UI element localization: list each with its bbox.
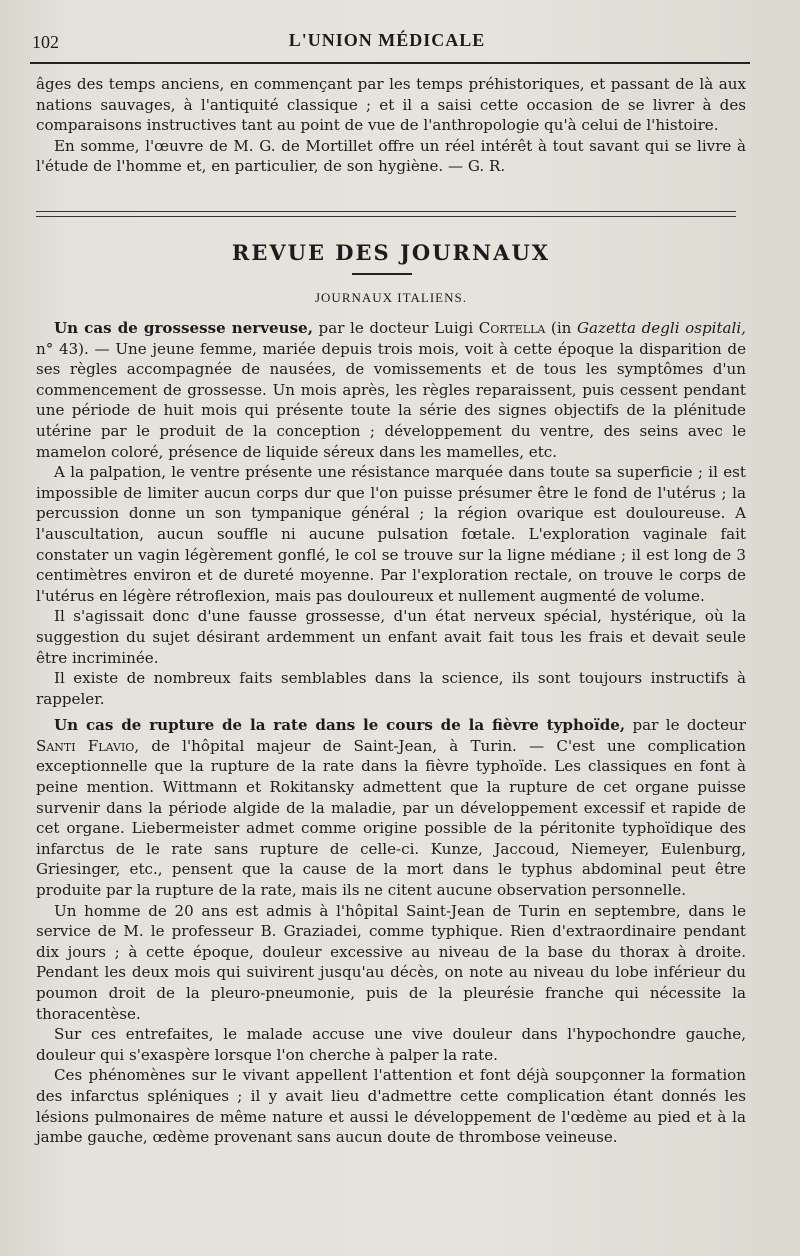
article2-body-1: , de l'hôpital majeur de Saint-Jean, à Turin. — C'est une complication exceptionnelle que la rupture de la rate dans la fièvre typhoïde. Les classiques en font à peine mention. Wittmann et Rokitansky admettent que la rupture de cet organe puisse survenir dans la période algide de la maladie, par un développement excessif et rapide de cet organe. Liebermeister admet comme origine possible de la péritonite typhoïdique des infarctus de le rate sans rupture de celle-ci. Kunze, Jaccoud, Niemeyer, Eulenburg, Griesinger, etc., pensent que la cause de la mort dans le typhus abdominal peut être produite par la rupture de la rate, mais ils ne citent aucune observation personnelle. [36, 736, 746, 900]
article1-body-1: n° 43). — Une jeune femme, mariée depuis trois mois, voit à cette époque la disparition de ses règles accompagnée de nausées, de vomissements et de tous les symptômes d'un commencement de grossesse. Un mois après, les règles reparaissent, puis cessent pendant une période de huit mois qui présente toute la série des signes objectifs de la plénitude utérine par le produit de la conception ; développement du ventre, des seins avec le mamelon coloré, présence de liquide séreux dans les mamelles, etc. [36, 339, 746, 461]
article1-journal: Gazetta degli ospitali, [576, 319, 746, 337]
article1-byline-mid: (in [545, 319, 577, 337]
article2-title: Un cas de rupture de la rate dans le cours de la fièvre typhoïde, [54, 716, 626, 735]
article1-paragraph-2: A la palpation, le ventre présente une résistance marquée dans toute sa superficie ; il est impossible de limiter aucun corps dur que l'on puisse présumer être le fond de l'utérus ; la percussion donne un son tympanique général ; la région ovarique est douloureuse. A l'auscultation, aucun souffle ni aucune pulsation fœtale. L'exploration vaginale fait constater un vagin légèrement gonflé, le col se trouve sur la ligne médiane ; il est long de 3 centimètres environ et de dureté moyenne. Par l'exploration rectale, on trouve le corps de l'utérus en légère rétroflexion, mais pas douloureux et nullement augmenté de volume. [36, 463, 746, 605]
section-title: REVUE DES JOURNAUX [231, 240, 551, 265]
article1-byline-pre: par le docteur Luigi [312, 319, 479, 337]
header-rule [30, 62, 750, 64]
running-head [30, 30, 744, 58]
page-number: 102 [32, 32, 59, 52]
section-subtitle: JOURNAUX ITALIENS. [314, 290, 467, 305]
article2-paragraph-4: Ces phénomènes sur le vivant appellent l'attention et font déjà soupçonner la formation des infarctus spléniques ; il y avait lieu d'admettre cette complication étant donnés les lésions pulmonaires de même nature et aussi le développement de l'œdème au pied et à la jambe gauche, œdème provenant sans aucun doute de thrombose veineuse. [36, 1066, 746, 1147]
intro-paragraph-2: En somme, l'œuvre de M. G. de Mortillet offre un réel intérêt à tout savant qui se livre à l'étude de l'homme et, en particulier, de son hygiène. — G. R. [36, 136, 746, 176]
article2-byline-pre: par le docteur [625, 716, 746, 735]
article2-author: Santi Flavio [36, 736, 135, 755]
article1-author: Cortella [478, 319, 546, 337]
article1-title: Un cas de grossesse nerveuse, [54, 319, 313, 337]
section-divider [36, 211, 736, 217]
title-underline [352, 273, 412, 275]
article2-paragraph-3: Sur ces entrefaites, le malade accuse une vive douleur dans l'hypochondre gauche, douleur qui s'exaspère lorsque l'on cherche à palper la rate. [36, 1025, 746, 1064]
intro-paragraph-1: âges des temps anciens, en commençant par les temps préhistoriques, et passant de là aux nations sauvages, à l'antiquité classique ; et il a saisi cette occasion de se livrer à des comparaisons instructives tant au point de vue de l'anthropologie qu'à celui de l'histoire. [36, 75, 746, 135]
intro-block [36, 74, 746, 177]
article2-lead-paragraph [36, 715, 746, 900]
journal-title: L'UNION MÉDICALE [288, 30, 486, 50]
article1-paragraph-4: Il existe de nombreux faits semblables dans la science, ils sont toujours instructifs à rappeler. [36, 669, 746, 708]
articles-block [36, 318, 746, 1148]
article1-paragraph-3: Il s'agissait donc d'une fausse grossesse, d'un état nerveux spécial, hystérique, où la suggestion du sujet désirant ardemment un enfant avait fait tous les frais et devait seule être incriminée. [36, 607, 746, 667]
article2-paragraph-2: Un homme de 20 ans est admis à l'hôpital Saint-Jean de Turin en septembre, dans le service de M. le professeur B. Graziadei, comme typhique. Rien d'extraordinaire pendant dix jours ; à cette époque, douleur excessive au niveau de la base du thorax à droite. Pendant les deux mois qui suivirent jusqu'au décès, on note au niveau du lobe inférieur du poumon droit de la pleuro-pneumonie, puis de la pleurésie franche qui nécessite la thoracentèse. [36, 901, 746, 1023]
article1-lead-paragraph [36, 318, 746, 462]
